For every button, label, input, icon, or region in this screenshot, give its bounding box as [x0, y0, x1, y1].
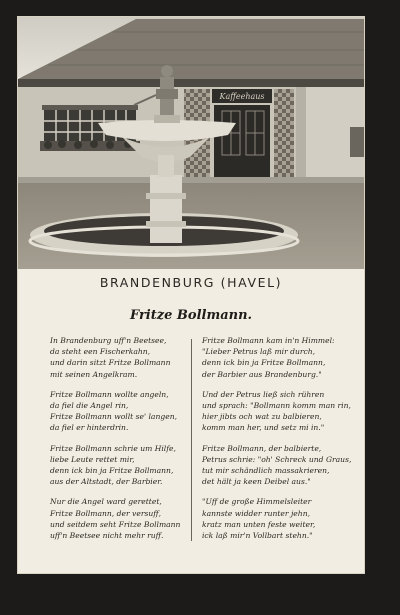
poem-line: Fritze Bollmann kam in'n Himmel:: [202, 336, 335, 345]
poem-title: Fritze Bollmann.: [129, 308, 253, 323]
poem-stanza: [202, 496, 364, 541]
city-heading: BRANDENBURG (HAVEL): [99, 275, 283, 290]
column-divider: [191, 339, 192, 541]
poem-line: Nur die Angel ward gerettet,: [50, 497, 162, 507]
poem-line: hier jibts och wat zu balbieren,: [202, 412, 322, 422]
poem-line: und darin sitzt Fritze Bollmann: [50, 358, 171, 368]
poem-line: kratz man unten feste weiter,: [202, 519, 316, 529]
poem-line: Fritze Bollmann, der versuff,: [50, 508, 162, 518]
fountain-photo: [18, 17, 364, 269]
poem-line: Fritze Bollmann schrie um Hilfe,: [50, 443, 176, 453]
poem-line: liebe Leute rettet mir,: [50, 454, 135, 464]
poem-line: det hält ja keen Deibel aus.": [202, 477, 311, 487]
poem-line: der Barbier aus Brandenburg.": [202, 369, 322, 379]
fountain-photo-image: [18, 17, 364, 269]
poem-stanza: [202, 389, 364, 434]
poem-line: und seitdem seht Fritze Bollmann: [50, 519, 181, 529]
poem-line: uff'n Beetsee nicht mehr ruff.: [50, 531, 164, 541]
poem-line: und sprach: "Bollmann komm man rin,: [202, 401, 351, 411]
poem-line: denn ick bin ja Fritze Bollmann,: [50, 466, 174, 476]
poem-line: kannste widder runter jehn,: [202, 508, 310, 518]
poem-line: aus der Altstadt, der Barbier.: [50, 477, 163, 487]
poem-line: da fiel er hinterdrin.: [50, 423, 129, 433]
poem-stanza: [202, 443, 364, 488]
poem-line: Fritze Bollmann, der balbierte,: [202, 443, 322, 453]
poem-line: denn ick bin ja Fritze Bollmann,: [202, 358, 326, 368]
poem-line: da fiel die Angel rin,: [50, 401, 129, 411]
poem-line: Petrus schrie: "oh' Schreck und Graus,: [202, 454, 352, 464]
poem-line: Fritze Bollmann wollt se' langen,: [50, 412, 178, 422]
poem-line: ick laß mir'n Vollbart stehn.": [202, 531, 313, 541]
poem-line: Und der Petrus ließ sich rühren: [202, 389, 325, 399]
poem-line: "Lieber Petrus laß mir durch,: [202, 347, 316, 357]
poem-right-column: [202, 335, 364, 550]
poem-left-column: [50, 335, 212, 550]
poem-stanza: [202, 335, 364, 380]
poem-line: In Brandenburg uff'n Beetsee,: [50, 336, 167, 345]
postcard: [18, 17, 364, 573]
poem-stanza: [50, 389, 212, 434]
poem-line: tut mir schändlich massakrieren,: [202, 466, 330, 476]
poem-stanza: [50, 335, 212, 380]
poem-line: Fritze Bollmann wollte angeln,: [50, 389, 169, 399]
poem-line: komm man her, und setz mi in.": [202, 423, 325, 433]
building-sign: Kaffeehaus: [219, 92, 265, 101]
poem-stanza: [50, 443, 212, 488]
poem-line: da steht een Fischerkahn,: [50, 347, 151, 357]
poem-stanza: [50, 496, 212, 541]
poem-line: mit seinen Angelkram.: [50, 369, 138, 379]
poem-line: "Uff de große Himmelsleiter: [202, 497, 312, 507]
